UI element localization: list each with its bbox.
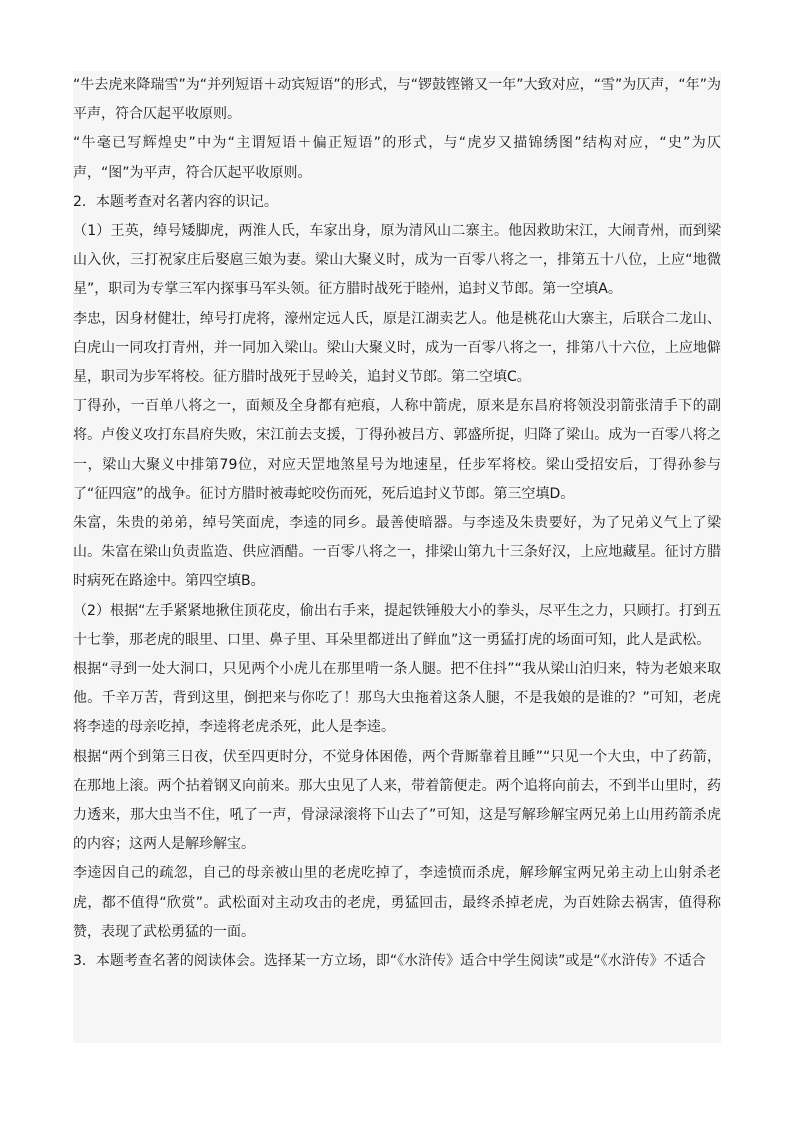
- paragraph-zhu-fu: 朱富，朱贵的弟弟，绰号笑面虎，李逵的同乡。最善使暗器。与李逵及朱贵要好，为了兄弟义气上了梁山。朱富在梁山负责监造、供应酒醋。一百零八将之一，排梁山第九十三条好汉，上应地藏星。征讨方腊时病死在路途中。第四空填B。: [73, 515, 721, 590]
- paragraph-wu-song: （2）根据“左手紧紧地揪住顶花皮，偷出右手来，提起铁锤般大小的拳头，尽平生之力，只顾打。打到五十七拳，那老虎的眼里、口里、鼻子里、耳朵里都迸出了鲜血”这一勇猛打虎的场面可知，此人是武松。: [73, 602, 721, 648]
- paragraph-couplet-year: “牛去虎来降瑞雪”为“并列短语＋动宾短语”的形式，与“锣鼓铿锵又一年”大致对应，“雪”为仄声，“年”为平声，符合仄起平收原则。: [73, 77, 721, 123]
- paragraph-li-zhong: 李忠，因身材健壮，绰号打虎将，濠州定远人氏，原是江湖卖艺人。他是桃花山大寨主，后联合二龙山、白虎山一同攻打青州，并一同加入梁山。梁山大聚义时，成为一百零八将之一，排第八十六位，上应地僻星，职司为步军将校。征方腊时战死于昱岭关，追封义节郎。第二空填C。: [73, 310, 721, 386]
- paragraph-li-kui: 根据“寻到一处大洞口，只见两个小虎儿在那里啃一条人腿。把不住抖”“我从梁山泊归来，特为老娘来取他。千辛万苦，背到这里，倒把来与你吃了！那鸟大虫拖着这条人腿，不是我娘的是谁的？”可知，老虎将李逵的母亲吃掉，李逵将老虎杀死，此人是李逵。: [73, 661, 721, 736]
- paragraph-couplet-history: “牛毫已写辉煌史”中为“主谓短语＋偏正短语”的形式，与“虎岁又描锦绣图”结构对应，“史”为仄声，“图”为平声，符合仄起平收原则。: [73, 135, 721, 181]
- paragraph-evaluation: 李逵因自己的疏忽，自己的母亲被山里的老虎吃掉了，李逵愤而杀虎，解珍解宝两兄弟主动上山射杀老虎，都不值得“欣赏”。武松面对主动攻击的老虎，勇猛回击，最终杀掉老虎，为百姓除去祸害，值得称赞，表现了武松勇猛的一面。: [73, 865, 721, 940]
- paragraph-wang-ying: （1）王英，绰号矮脚虎，两淮人氏，车家出身，原为清风山二寨主。他因救助宋江，大闹青州，而到梁山入伙，三打祝家庄后娶扈三娘为妻。梁山大聚义时，成为一百零八将之一，排第五十八位，上应“地微星”，职司为专掌三军内探事马军头领。征方腊时战死于睦州，追封义节郎。第一空填A。: [73, 223, 721, 298]
- answer-analysis-text: [73, 71, 721, 1043]
- question-2-heading: 2．本题考查对名著内容的识记。: [73, 193, 278, 210]
- paragraph-xie-brothers: 根据“两个到第三日夜，伏至四更时分，不觉身体困倦，两个背厮靠着且睡”“只见一个大虫，中了药箭，在那地上滚。两个拈着钢叉向前来。那大虫见了人来，带着箭便走。两个追将向前去，不到半山里时，药力透来，那大虫当不住，吼了一声，骨渌渌滚将下山去了”可知，这是写解珍解宝两兄弟上山用药箭杀虎的内容；这两人是解珍解宝。: [73, 748, 721, 853]
- paragraph-ding-desun: 丁得孙，一百单八将之一，面颊及全身都有疤痕，人称中箭虎，原来是东昌府将领没羽箭张清手下的副将。卢俊义攻打东昌府失败，宋江前去支援，丁得孙被吕方、郭盛所捉，归降了梁山。成为一百零八将之一，梁山大聚义中排第79位，对应天罡地煞星号为地速星，任步军将校。梁山受招安后，丁得孙参与了“征四寇”的战争。征讨方腊时被毒蛇咬伤而死，死后追封义节郎。第三空填D。: [73, 398, 721, 502]
- question-3-heading: 3．本题考查名著的阅读体会。选择某一方立场，即“《水浒传》适合中学生阅读”或是“《水浒传》不适合: [73, 953, 706, 970]
